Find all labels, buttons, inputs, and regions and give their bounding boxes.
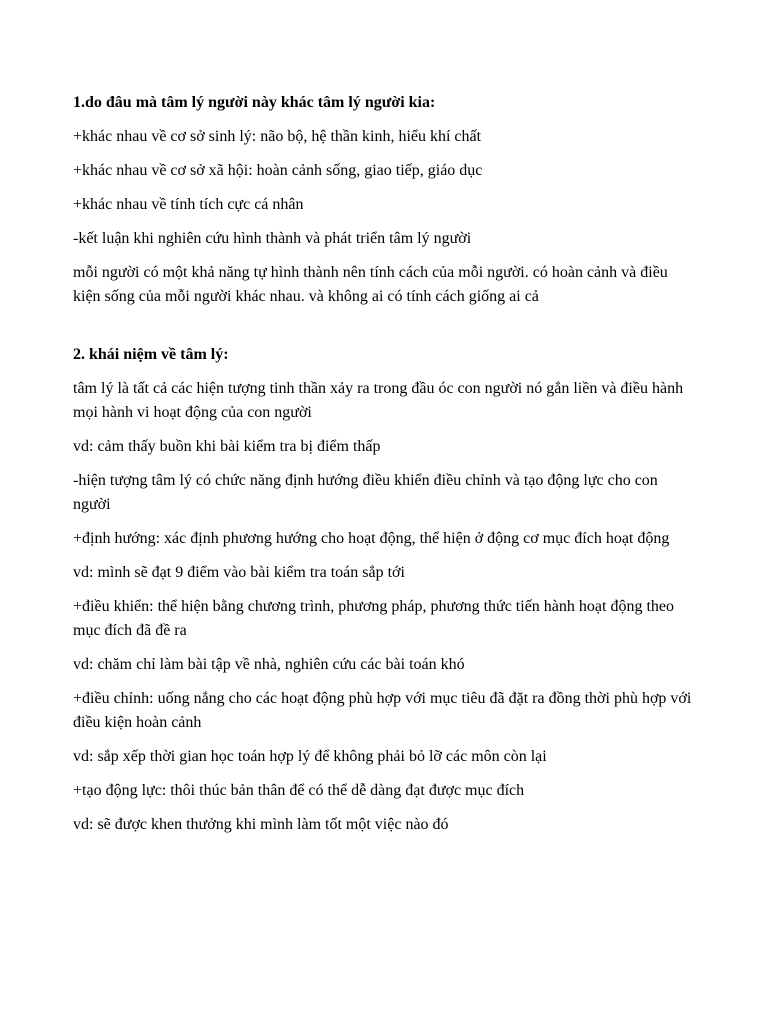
section-2-heading: 2. khái niệm về tâm lý: bbox=[73, 346, 229, 363]
section-2-paragraph: tâm lý là tất cả các hiện tượng tinh thần xảy ra trong đầu óc con người nó gắn liền và điều hành mọi hành vi hoạt động của con người bbox=[73, 380, 684, 421]
section-2-paragraph: vd: sắp xếp thời gian học toán hợp lý để không phải bỏ lỡ các môn còn lại bbox=[73, 748, 547, 765]
section-2-paragraph: vd: sẽ được khen thưởng khi mình làm tốt một việc nào đó bbox=[73, 816, 449, 833]
section-2-paragraph: -hiện tượng tâm lý có chức năng định hướng điều khiển điều chỉnh và tạo động lực cho con người bbox=[73, 472, 658, 513]
section-2-paragraph: +tạo động lực: thôi thúc bản thân để có thể dễ dàng đạt được mục đích bbox=[73, 782, 525, 799]
section-2-paragraph: vd: cảm thấy buồn khi bài kiểm tra bị điểm thấp bbox=[73, 438, 381, 455]
section-2-paragraph: vd: chăm chỉ làm bài tập về nhà, nghiên cứu các bài toán khó bbox=[73, 656, 465, 673]
section-divider-space bbox=[73, 319, 693, 343]
section-1-paragraph: +khác nhau về cơ sở sinh lý: não bộ, hệ thần kinh, hiểu khí chất bbox=[73, 128, 482, 145]
document-page bbox=[73, 91, 693, 847]
section-1-paragraph: mỗi người có một khả năng tự hình thành nên tính cách của mỗi người. có hoàn cảnh và điều kiện sống của mỗi người khác nhau. và không ai có tính cách giống ai cả bbox=[73, 264, 668, 305]
section-1-heading: 1.do đâu mà tâm lý người này khác tâm lý người kia: bbox=[73, 94, 436, 111]
section-2-paragraph: vd: mình sẽ đạt 9 điểm vào bài kiểm tra toán sắp tới bbox=[73, 564, 405, 581]
section-2-paragraph: +điều chỉnh: uống nắng cho các hoạt động phù hợp với mục tiêu đã đặt ra đồng thời phù hợp với điều kiện hoàn cảnh bbox=[73, 690, 692, 731]
section-1-paragraph: -kết luận khi nghiên cứu hình thành và phát triển tâm lý người bbox=[73, 230, 472, 247]
section-1-paragraph: +khác nhau về cơ sở xã hội: hoàn cảnh sống, giao tiếp, giáo dục bbox=[73, 162, 483, 179]
section-2-paragraph: +điều khiển: thể hiện bằng chương trình, phương pháp, phương thức tiến hành hoạt động theo mục đích đã đề ra bbox=[73, 598, 674, 639]
section-2-paragraph: +định hướng: xác định phương hướng cho hoạt động, thể hiện ở động cơ mục đích hoạt động bbox=[73, 530, 670, 547]
section-1-paragraph: +khác nhau về tính tích cực cá nhân bbox=[73, 196, 304, 213]
